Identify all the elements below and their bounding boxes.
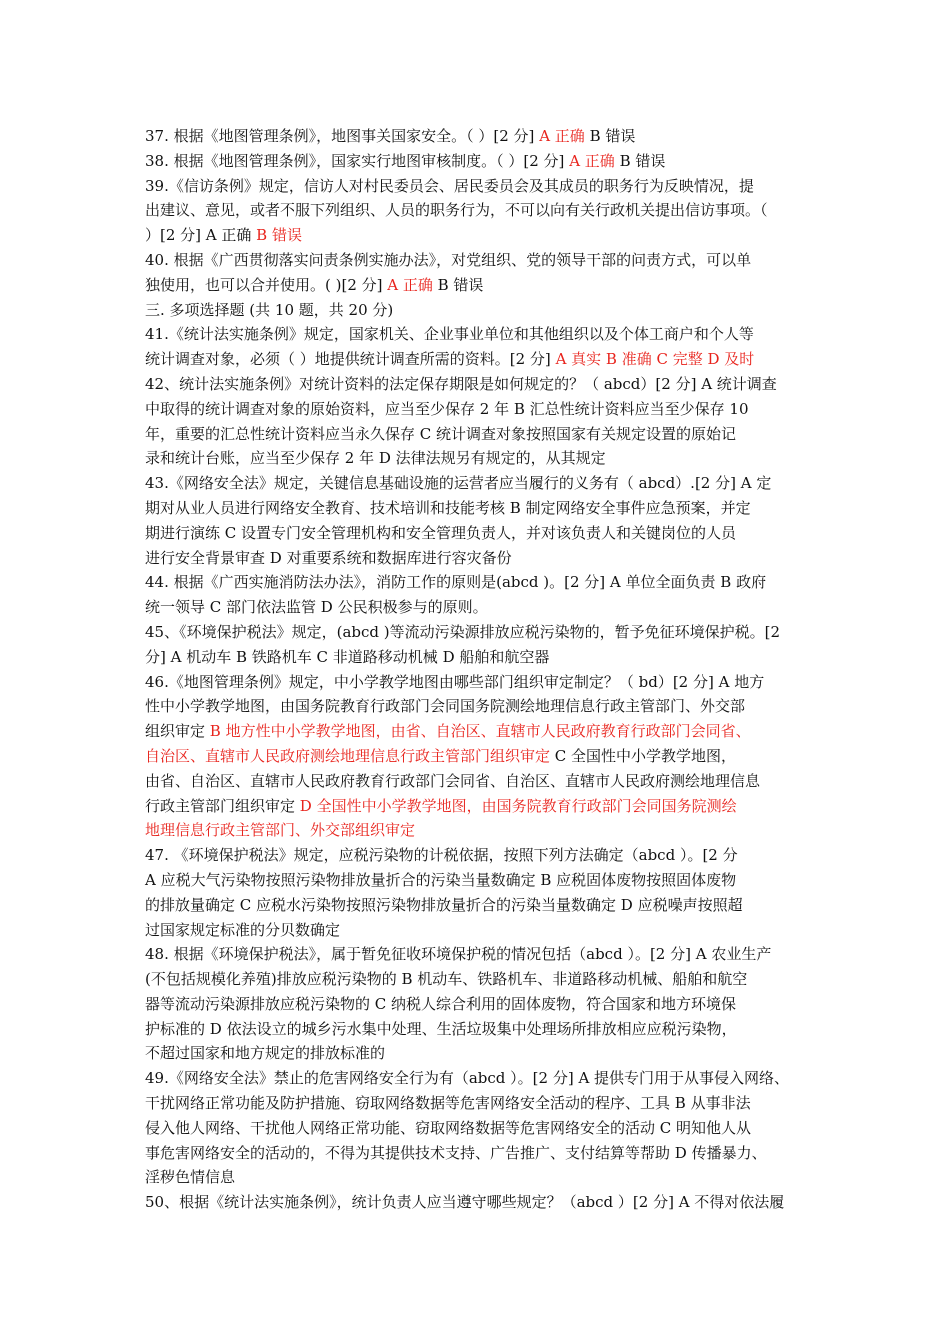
text-line — [145, 223, 810, 248]
text-line — [145, 1165, 810, 1190]
text-line — [145, 1141, 810, 1166]
line-text: 进行安全背景审查 D 对重要系统和数据库进行容灾备份 — [145, 548, 512, 567]
line-text: 统一领导 C 部门依法监管 D 公民积极参与的原则。 — [145, 598, 488, 617]
line-text: 期进行演练 C 设置专门安全管理机构和安全管理负责人，并对该负责人和关键岗位的人员 — [145, 523, 737, 542]
text-line — [145, 1041, 810, 1066]
text-line — [145, 719, 810, 744]
line-text: 行政主管部门组织审定 — [145, 796, 300, 815]
text-line — [145, 918, 810, 943]
line-text: 43.《网络安全法》规定，关键信息基础设施的运营者应当履行的义务有（ abcd）.[2 分] A 定 — [145, 474, 772, 493]
text-line — [145, 769, 810, 794]
text-line — [145, 670, 810, 695]
line-text: B 错误 — [584, 127, 636, 145]
text-line — [145, 595, 810, 620]
line-text: A 应税大气污染物按照污染物排放量折合的污染当量数确定 B 应税固体废物按照固体废物 — [145, 870, 737, 889]
line-text: 独使用，也可以合并使用。( )[2 分] — [145, 275, 388, 294]
answer-highlight: D 全国性中小学教学地图，由国务院教育行政部门会同国务院测绘 — [299, 796, 737, 815]
line-text: 48. 根据《环境保护税法》，属于暂免征收环境保护税的情况包括（abcd ）。[2 分] A 农业生产 — [145, 945, 772, 964]
line-text: 过国家规定标准的分贝数确定 — [145, 920, 341, 939]
line-text: 性中小学教学地图，由国务院教育行政部门会同国务院测绘地理信息行政主管部门、外交部 — [145, 697, 746, 716]
text-line — [145, 198, 810, 223]
text-line — [145, 273, 810, 298]
text-line — [145, 1116, 810, 1141]
line-text: ）[2 分] A 正确 — [145, 226, 257, 245]
text-line — [145, 546, 810, 571]
text-line — [145, 322, 810, 347]
text-line — [145, 149, 810, 174]
line-text: 器等流动污染源排放应税污染物的 C 纳税人综合利用的固体废物，符合国家和地方环境保 — [145, 994, 737, 1013]
line-text: 年，重要的汇总性统计资料应当永久保存 C 统计调查对象按照国家有关规定设置的原始记 — [145, 424, 737, 443]
question-list — [145, 124, 810, 1215]
line-text: 45、《环境保护税法》规定，(abcd )等流动污染源排放应税污染物的，暂予免征环境保护税。[2 — [145, 622, 781, 641]
line-text: B 错误 — [432, 275, 484, 294]
text-line — [145, 694, 810, 719]
line-text: 40. 根据《广西贯彻落实问责条例实施办法》，对党组织、党的领导干部的问责方式，可以单 — [145, 250, 752, 269]
line-text: 47. 《环境保护税法》规定，应税污染物的计税依据，按照下列方法确定（abcd ）。[2 分 — [145, 846, 738, 865]
text-line — [145, 521, 810, 546]
line-text: 期对从业人员进行网络安全教育、技术培训和技能考核 B 制定网络安全事件应急预案，并定 — [145, 498, 751, 517]
line-text: 38. 根据《地图管理条例》，国家实行地图审核制度。（ ）[2 分] — [145, 151, 570, 170]
text-line — [145, 1190, 810, 1215]
text-line — [145, 496, 810, 521]
text-line — [145, 818, 810, 843]
line-text: 统计调查对象，必须（ ）地提供统计调查所需的资料。[2 分] — [145, 350, 556, 369]
line-text: 三. 多项选择题 (共 10 题，共 20 分) — [145, 300, 394, 319]
answer-highlight: B 地方性中小学教学地图，由省、自治区、直辖市人民政府教育行政部门会同省、 — [209, 722, 751, 741]
text-line — [145, 967, 810, 992]
answer-highlight: 地理信息行政主管部门、外交部组织审定 — [145, 821, 416, 840]
answer-highlight: A 正确 — [569, 151, 615, 170]
text-line — [145, 942, 810, 967]
line-text: 44. 根据《广西实施消防法办法》，消防工作的原则是(abcd )。[2 分] A 单位全面负责 B 政府 — [145, 573, 767, 592]
line-text: C 全国性中小学教学地图， — [550, 746, 737, 765]
text-line — [145, 1091, 810, 1116]
line-text: 42、统计法实施条例》对统计资料的法定保存期限是如何规定的？（ abcd）[2 分] A 统计调查 — [145, 374, 777, 393]
text-line — [145, 868, 810, 893]
line-text: 37. 根据《地图管理条例》，地图事关国家安全。（ ）[2 分] — [145, 127, 540, 145]
line-text: 事危害网络安全的活动的，不得为其提供技术支持、广告推广、支付结算等帮助 D 传播暴力、 — [145, 1143, 767, 1162]
line-text: 护标准的 D 依法设立的城乡污水集中处理、生活垃圾集中处理场所排放相应应税污染物， — [145, 1019, 737, 1038]
text-line — [145, 347, 810, 372]
line-text: (不包括规模化养殖)排放应税污染物的 B 机动车、铁路机车、非道路移动机械、船舶和航空 — [145, 970, 748, 989]
line-text: 出建议、意见，或者不服下列组织、人员的职务行为，不可以向有关行政机关提出信访事项。（ — [145, 201, 768, 220]
line-text: 由省、自治区、直辖市人民政府教育行政部门会同省、自治区、直辖市人民政府测绘地理信息 — [145, 771, 761, 790]
text-line — [145, 174, 810, 199]
text-line — [145, 1066, 810, 1091]
line-text: 分] A 机动车 B 铁路机车 C 非道路移动机械 D 船舶和航空器 — [145, 647, 550, 666]
line-text: 侵入他人网络、干扰他人网络正常功能、窃取网络数据等危害网络安全的活动 C 明知他人从 — [145, 1118, 752, 1137]
text-line — [145, 422, 810, 447]
line-text: 干扰网络正常功能及防护措施、窃取网络数据等危害网络安全活动的程序、工具 B 从事非法 — [145, 1094, 751, 1113]
text-line — [145, 620, 810, 645]
text-line — [145, 298, 810, 323]
line-text: 的排放量确定 C 应税水污染物按照污染物排放量折合的污染当量数确定 D 应税噪声按照超 — [145, 895, 743, 914]
answer-highlight: A 正确 — [539, 127, 585, 145]
line-text: 50、根据《统计法实施条例》，统计负责人应当遵守哪些规定？（abcd ）[2 分] A 不得对依法履 — [145, 1193, 785, 1212]
text-line — [145, 372, 810, 397]
text-line — [145, 1017, 810, 1042]
line-text: 录和统计台账，应当至少保存 2 年 D 法律法规另有规定的，从其规定 — [145, 449, 606, 468]
text-line — [145, 248, 810, 273]
answer-highlight: A 真实 B 准确 C 完整 D 及时 — [555, 350, 755, 369]
text-line — [145, 893, 810, 918]
line-text: 组织审定 — [145, 722, 210, 741]
answer-highlight: B 错误 — [256, 226, 302, 245]
line-text: 中取得的统计调查对象的原始资料，应当至少保存 2 年 B 汇总性统计资料应当至少保存 10 — [145, 399, 749, 418]
line-text: 不超过国家和地方规定的排放标准的 — [145, 1044, 386, 1063]
text-line — [145, 397, 810, 422]
text-line — [145, 744, 810, 769]
text-line — [145, 471, 810, 496]
answer-highlight: A 正确 — [387, 275, 433, 294]
line-text: 41.《统计法实施条例》规定，国家机关、企业事业单位和其他组织以及个体工商户和个人等 — [145, 325, 754, 344]
line-text: 淫秽色情信息 — [145, 1168, 236, 1187]
answer-highlight: 自治区、直辖市人民政府测绘地理信息行政主管部门组织审定 — [145, 746, 551, 765]
text-line — [145, 794, 810, 819]
line-text: 39.《信访条例》规定，信访人对村民委员会、居民委员会及其成员的职务行为反映情况，提 — [145, 176, 754, 195]
text-line — [145, 570, 810, 595]
text-line — [145, 446, 810, 471]
text-line — [145, 992, 810, 1017]
line-text: 46.《地图管理条例》规定，中小学教学地图由哪些部门组织审定制定？（ bd）[2 分] A 地方 — [145, 672, 765, 691]
text-line — [145, 843, 810, 868]
text-line — [145, 124, 810, 149]
line-text: 49.《网络安全法》禁止的危害网络安全行为有（abcd ）。[2 分] A 提供专门用于从事侵入网络、 — [145, 1069, 790, 1088]
text-line — [145, 645, 810, 670]
line-text: B 错误 — [614, 151, 666, 170]
